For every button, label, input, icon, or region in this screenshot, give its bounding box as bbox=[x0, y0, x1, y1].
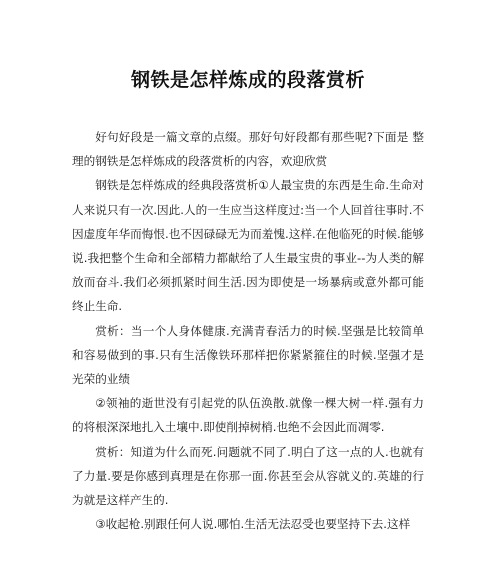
document-body bbox=[72, 125, 424, 536]
document-title: 钢铁是怎样炼成的段落赏析 bbox=[130, 69, 365, 91]
paragraph-intro: 好句好段是一篇文章的点缀。那好句好段都有那些呢?下面是 整理的钢铁是怎样炼成的段落赏析的内容，欢迎欣赏 bbox=[72, 130, 424, 169]
paragraph-excerpt-1: 钢铁是怎样炼成的经典段落赏析①人最宝贵的东西是生命.生命对人来说只有一次.因此.人的一生应当这样度过:当一个人回首往事时.不因虚度年华而悔恨.也不因碌碌无为而羞愧.这样.在他临死的时候.能够说.我把整个生命和全部精力都献给了人生最宝贵的事业--为人类的解放而奋斗.我们必须抓紧时间生活.因为即使是一场暴病或意外都可能终止生命. bbox=[72, 178, 424, 314]
paragraph-excerpt-3: ③收起枪.别跟任何人说.哪怕.生活无法忍受也要坚持下去.这样 bbox=[95, 517, 411, 532]
paragraph-analysis-1: 赏析：当一个人身体健康.充满青春活力的时候.坚强是比较简单和容易做到的事.只有生活像铁环那样把你紧紧箍住的时候.坚强才是光荣的业绩 bbox=[72, 323, 424, 387]
paragraph-analysis-2: 赏析：知道为什么而死.问题就不同了.明白了这一点的人.也就有了力量.要是你感到真理是在你那一面.你甚至会从容就义的.英雄的行为就是这样产生的. bbox=[72, 444, 424, 508]
paragraph-excerpt-2: ②领袖的逝世没有引起党的队伍涣散.就像一棵大树一样.强有力的将根深深地扎入土壤中.即使削掉树梢.也绝不会因此而凋零. bbox=[72, 396, 424, 435]
